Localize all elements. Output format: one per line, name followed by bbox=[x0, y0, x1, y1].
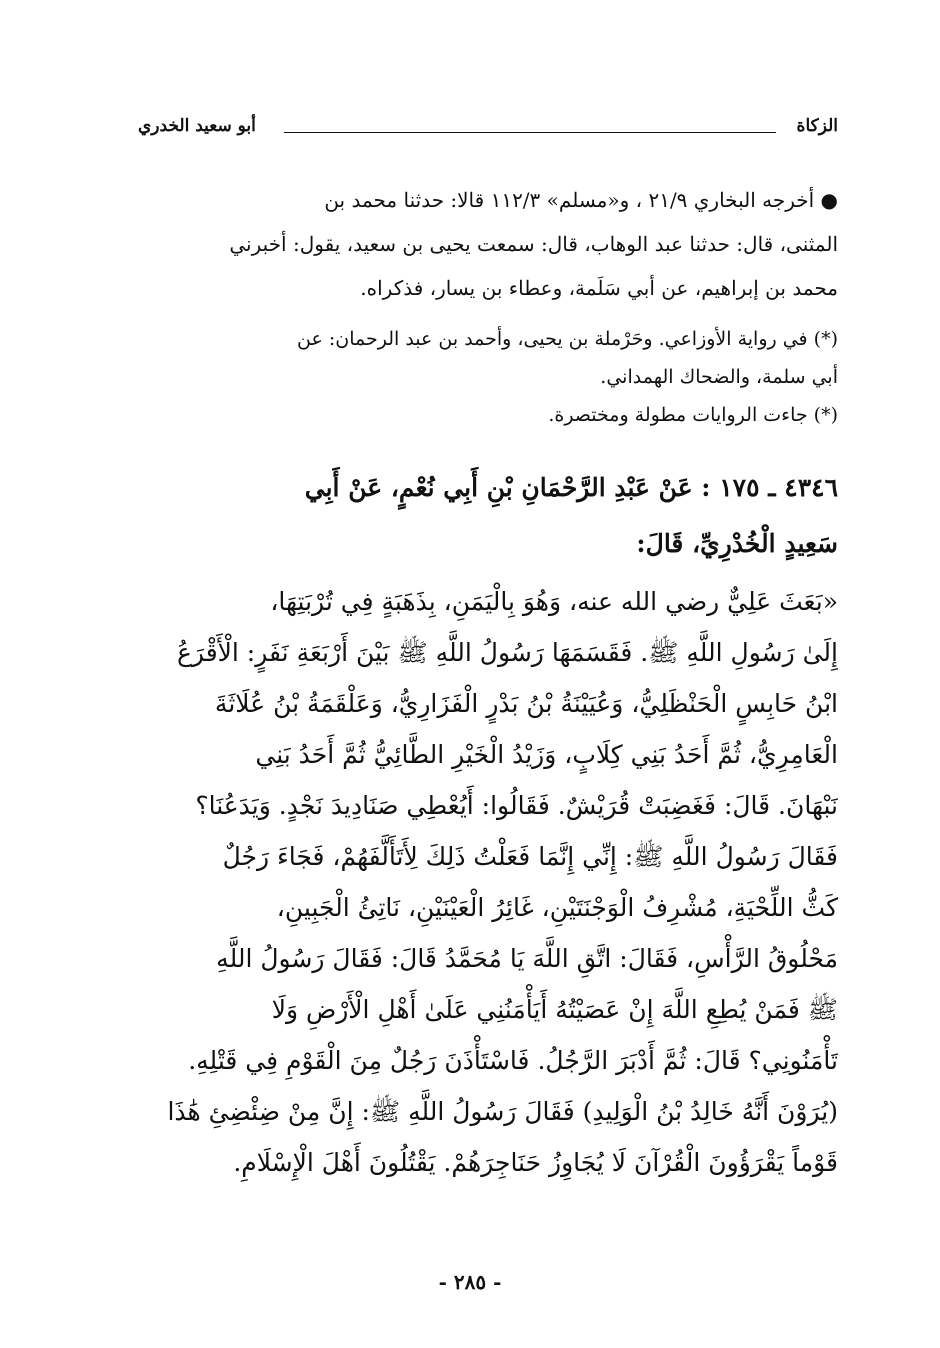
matn-line: نَبْهَانَ. قَالَ: فَغَضِبَتْ قُرَيْشٌ. فَقَالُوا: أَيُعْطِي صَنَادِيدَ نَجْدٍ. وَيَدَعُنَا؟ bbox=[195, 791, 838, 820]
matn-line: كَثُّ اللِّحْيَةِ، مُشْرِفُ الْوَجْنَتَيْنِ، غَائِرُ الْعَيْنَيْنِ، نَاتِئُ الْجَبِينِ، bbox=[276, 893, 838, 922]
hadith-isnad bbox=[138, 460, 838, 572]
takhrij-line: المثنى، قال: حدثنا عبد الوهاب، قال: سمعت يحيى بن سعيد، يقول: أخبرني bbox=[229, 232, 838, 256]
matn-line: إِلَىٰ رَسُولِ اللَّهِ ﷺ. فَقَسَمَهَا رَسُولُ اللَّهِ ﷺ بَيْنَ أَرْبَعَةِ نَفَرٍ: الْأَقْرَعُ bbox=[177, 638, 838, 667]
notes-paragraph bbox=[138, 320, 838, 434]
page-number: - ٢٨٥ - bbox=[438, 1270, 502, 1294]
matn-line: (يُرَوْنَ أَنَّهُ خَالِدُ بْنُ الْوَلِيدِ) فَقَالَ رَسُولُ اللَّهِ ﷺ: إِنَّ مِنْ ضِئْضِئِ هَٰذَا bbox=[167, 1097, 838, 1126]
chapter-title: الزكاة bbox=[796, 116, 838, 136]
isnad-line: سَعِيدٍ الْخُدْرِيِّ، قَالَ: bbox=[636, 529, 838, 558]
hadith-matn bbox=[138, 576, 838, 1188]
header-rule bbox=[284, 132, 776, 133]
matn-line: تَأْمَنُونِي؟ قَالَ: ثُمَّ أَدْبَرَ الرَّجُلُ. فَاسْتَأْذَنَ رَجُلٌ مِنَ الْقَوْمِ فِي قَتْلِهِ. bbox=[188, 1046, 838, 1075]
isnad-line: ٤٣٤٦ ـ ١٧٥ : عَنْ عَبْدِ الرَّحْمَانِ بْنِ أَبِي نُعْمٍ، عَنْ أَبِي bbox=[304, 473, 838, 502]
takhrij-line: محمد بن إبراهيم، عن أبي سَلَمة، وعطاء بن يسار، فذكراه. bbox=[360, 276, 838, 300]
takhrij-line: ● أخرجه البخاري ٢١/٩ ، و«مسلم» ١١٢/٣ قالا: حدثنا محمد بن bbox=[324, 188, 838, 212]
running-header bbox=[138, 112, 838, 148]
matn-line: ﷺ فَمَنْ يُطِعِ اللَّهَ إِنْ عَصَيْتُهُ أَيَأْمَنُنِي عَلَىٰ أَهْلِ الْأَرْضِ وَلَا bbox=[271, 995, 838, 1024]
matn-line: ابْنُ حَابِسٍ الْحَنْظَلِيُّ، وَعُيَيْنَةُ بْنُ بَدْرٍ الْفَزَارِيُّ، وَعَلْقَمَةُ بْنُ عُلَاثَةَ bbox=[214, 689, 838, 718]
note-line: (*) في رواية الأوزاعي. وحَرْملة بن يحيى، وأحمد بن عبد الرحمان: عن bbox=[297, 328, 838, 350]
matn-line: «بَعَثَ عَلِيٌّ رضي الله عنه، وَهُوَ بِالْيَمَنِ، بِذَهَبَةٍ فِي تُرْبَتِهَا، bbox=[270, 587, 838, 616]
note-line: أبي سلمة، والضحاك الهمداني. bbox=[600, 366, 838, 388]
matn-line: فَقَالَ رَسُولُ اللَّهِ ﷺ: إِنِّي إِنَّمَا فَعَلْتُ ذَلِكَ لِأَتَأَلَّفَهُمْ، فَجَاءَ رَجُلٌ bbox=[222, 842, 838, 871]
note-line: (*) جاءت الروايات مطولة ومختصرة. bbox=[548, 404, 838, 426]
takhrij-paragraph bbox=[138, 178, 838, 310]
matn-line: مَحْلُوقُ الرَّأْسِ، فَقَالَ: اتَّقِ اللَّهَ يَا مُحَمَّدُ قَالَ: فَقَالَ رَسُولُ اللَّهِ bbox=[216, 944, 838, 973]
narrator-title: أبو سعيد الخدري bbox=[138, 116, 256, 136]
matn-line: قَوْماً يَقْرَؤُونَ الْقُرْآنَ لَا يُجَاوِزُ حَنَاجِرَهُمْ. يَقْتُلُونَ أَهْلَ الْإِسْلَامِ. bbox=[233, 1148, 838, 1177]
matn-line: الْعَامِرِيُّ، ثُمَّ أَحَدُ بَنِي كِلَابٍ، وَزَيْدُ الْخَيْرِ الطَّائِيُّ ثُمَّ أَحَدُ بَنِي bbox=[255, 740, 838, 769]
